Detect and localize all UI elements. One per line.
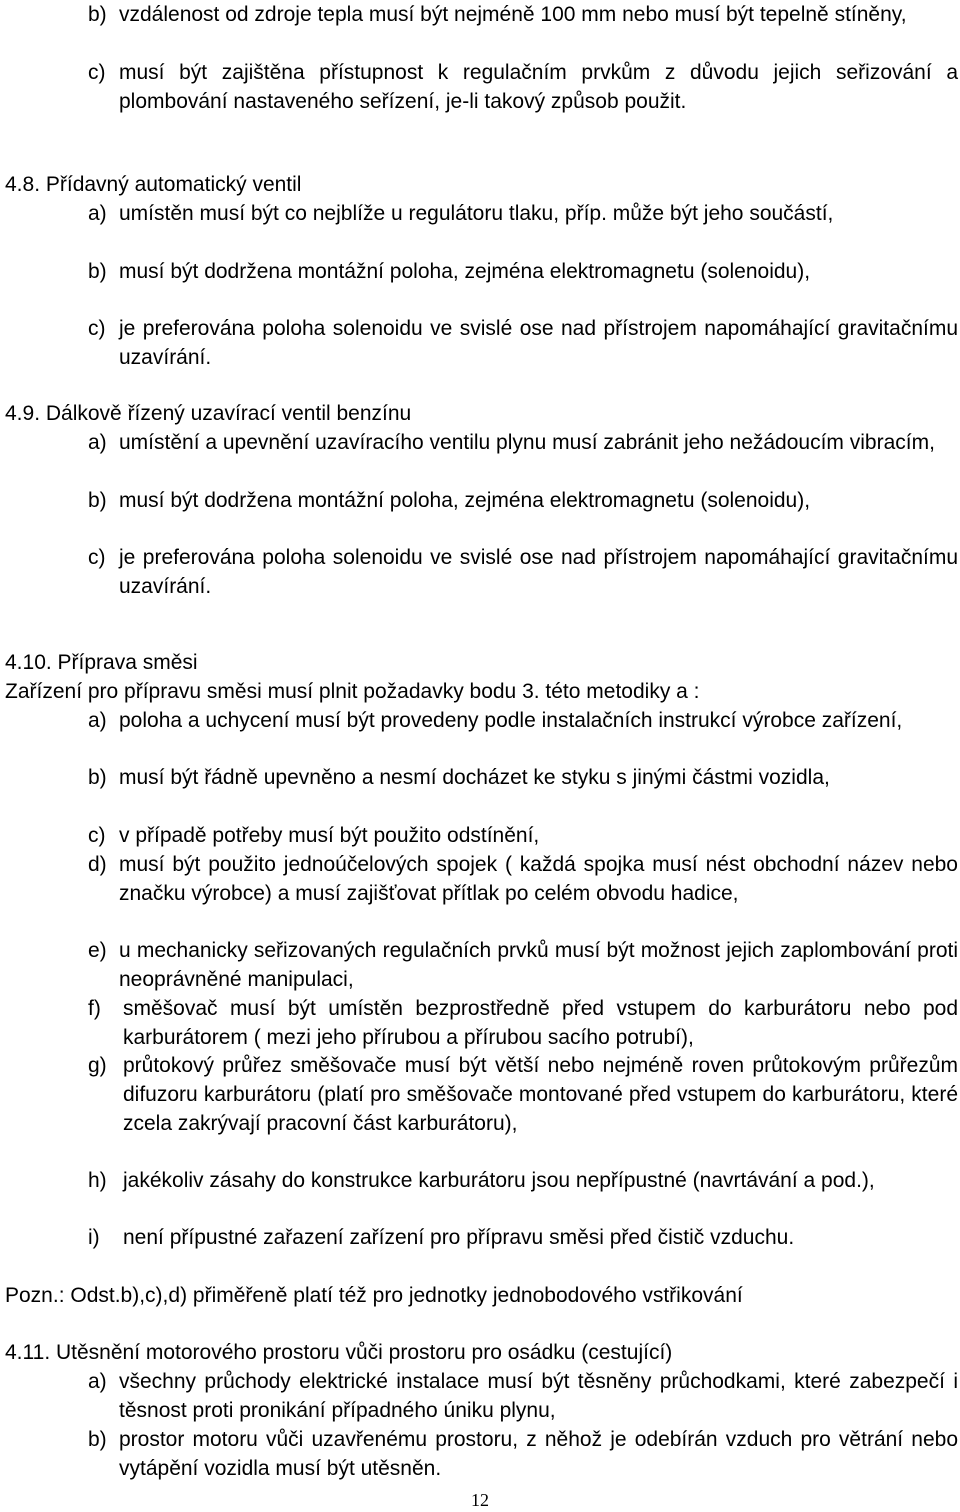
item-label: h)	[88, 1169, 107, 1192]
item-label: a)	[88, 709, 107, 732]
list-item-a	[88, 706, 958, 735]
item-label: b)	[88, 260, 107, 283]
item-label: b)	[88, 766, 107, 789]
item-text: umístění a upevnění uzavíracího ventilu plynu musí zabránit jeho nežádoucím vibracím,	[119, 431, 935, 454]
list-item-c	[88, 314, 958, 372]
list-item-b	[88, 0, 958, 29]
list-item-b	[88, 1425, 958, 1483]
item-text: musí být řádně upevněno a nesmí docházet ke styku s jinými částmi vozidla,	[119, 766, 830, 789]
page-number: 12	[471, 1490, 489, 1510]
list-item-b	[88, 486, 958, 515]
section-heading-4-10: 4.10. Příprava směsi	[5, 651, 198, 674]
item-text: vzdálenost od zdroje tepla musí být nejméně 100 mm nebo musí být tepelně stíněny,	[119, 3, 907, 26]
item-text: je preferována poloha solenoidu ve svislé ose nad přístrojem napomáhající gravitačnímu uzavírání.	[119, 546, 958, 598]
item-label: b)	[88, 489, 107, 512]
item-text: poloha a uchycení musí být provedeny podle instalačních instrukcí výrobce zařízení,	[119, 709, 903, 732]
item-text: prostor motoru vůči uzavřenému prostoru, z něhož je odebírán vzduch pro větrání nebo vytápění vozidla musí být utěsněn.	[119, 1428, 958, 1480]
list-item-h	[88, 1166, 958, 1195]
section-heading-4-8: 4.8. Přídavný automatický ventil	[5, 173, 302, 196]
note: Pozn.: Odst.b),c),d) přiměřeně platí též pro jednotky jednobodového vstřikování	[5, 1284, 743, 1307]
list-item-b	[88, 763, 958, 792]
list-item-c	[88, 821, 958, 850]
item-label: a)	[88, 202, 107, 225]
item-label: f)	[88, 997, 101, 1020]
item-label: a)	[88, 1370, 107, 1393]
list-item-i	[88, 1223, 958, 1252]
item-text: jakékoliv zásahy do konstrukce karburátoru jsou nepřípustné (navrtávání a pod.),	[123, 1169, 875, 1192]
item-text: musí být dodržena montážní poloha, zejména elektromagnetu (solenoidu),	[119, 260, 811, 283]
item-text: u mechanicky seřizovaných regulačních prvků musí být možnost jejich zaplombování proti neoprávněné manipulaci,	[119, 939, 958, 991]
list-item-e	[88, 936, 958, 994]
list-item-g	[88, 1051, 958, 1138]
item-label: e)	[88, 939, 107, 962]
item-label: c)	[88, 317, 106, 340]
list-item-c	[88, 58, 958, 116]
item-label: d)	[88, 853, 107, 876]
item-label: a)	[88, 431, 107, 454]
item-label: c)	[88, 824, 106, 847]
section-heading-4-11: 4.11. Utěsnění motorového prostoru vůči prostoru pro osádku (cestující)	[5, 1341, 673, 1364]
item-text: v případě potřeby musí být použito odstínění,	[119, 824, 540, 847]
list-item-b	[88, 257, 958, 286]
item-text: směšovač musí být umístěn bezprostředně před vstupem do karburátoru nebo pod karburátorem ( mezi jeho přírubou a přírubou sacího potrubí),	[123, 997, 958, 1049]
section-intro: Zařízení pro přípravu směsi musí plnit požadavky bodu 3. této metodiky a :	[5, 680, 700, 703]
item-text: průtokový průřez směšovače musí být větší nebo nejméně roven průtokovým průřezům difuzoru karburátoru (platí pro směšovače montované před vstupem do karburátoru, které zcela zakrývají pracovní část karburátoru),	[123, 1054, 958, 1135]
item-label: b)	[88, 1428, 107, 1451]
item-text: musí být použito jednoúčelových spojek ( každá spojka musí nést obchodní název nebo značku výrobce) a musí zajišťovat přítlak po celém obvodu hadice,	[119, 853, 958, 905]
item-label: c)	[88, 61, 106, 84]
list-item-d	[88, 850, 958, 908]
item-text: musí být zajištěna přístupnost k regulačním prvkům z důvodu jejich seřizování a plombování nastaveného seřízení, je-li takový způsob použit.	[119, 61, 958, 113]
item-label: g)	[88, 1054, 107, 1077]
item-text: všechny průchody elektrické instalace musí být těsněny průchodkami, které zabezpečí i těsnost proti pronikání případného úniku plynu,	[119, 1370, 958, 1422]
list-item-c	[88, 543, 958, 601]
list-item-f	[88, 994, 958, 1052]
list-item-a	[88, 199, 958, 228]
item-label: c)	[88, 546, 106, 569]
item-text: není přípustné zařazení zařízení pro přípravu směsi před čistič vzduchu.	[123, 1226, 795, 1249]
section-heading-4-9: 4.9. Dálkově řízený uzavírací ventil benzínu	[5, 402, 412, 425]
item-text: musí být dodržena montážní poloha, zejména elektromagnetu (solenoidu),	[119, 489, 811, 512]
item-text: je preferována poloha solenoidu ve svislé ose nad přístrojem napomáhající gravitačnímu uzavírání.	[119, 317, 958, 369]
list-item-a	[88, 428, 958, 457]
item-label: b)	[88, 3, 107, 26]
list-item-a	[88, 1367, 958, 1425]
item-label: i)	[88, 1226, 100, 1249]
item-text: umístěn musí být co nejblíže u regulátoru tlaku, příp. může být jeho součástí,	[119, 202, 834, 225]
